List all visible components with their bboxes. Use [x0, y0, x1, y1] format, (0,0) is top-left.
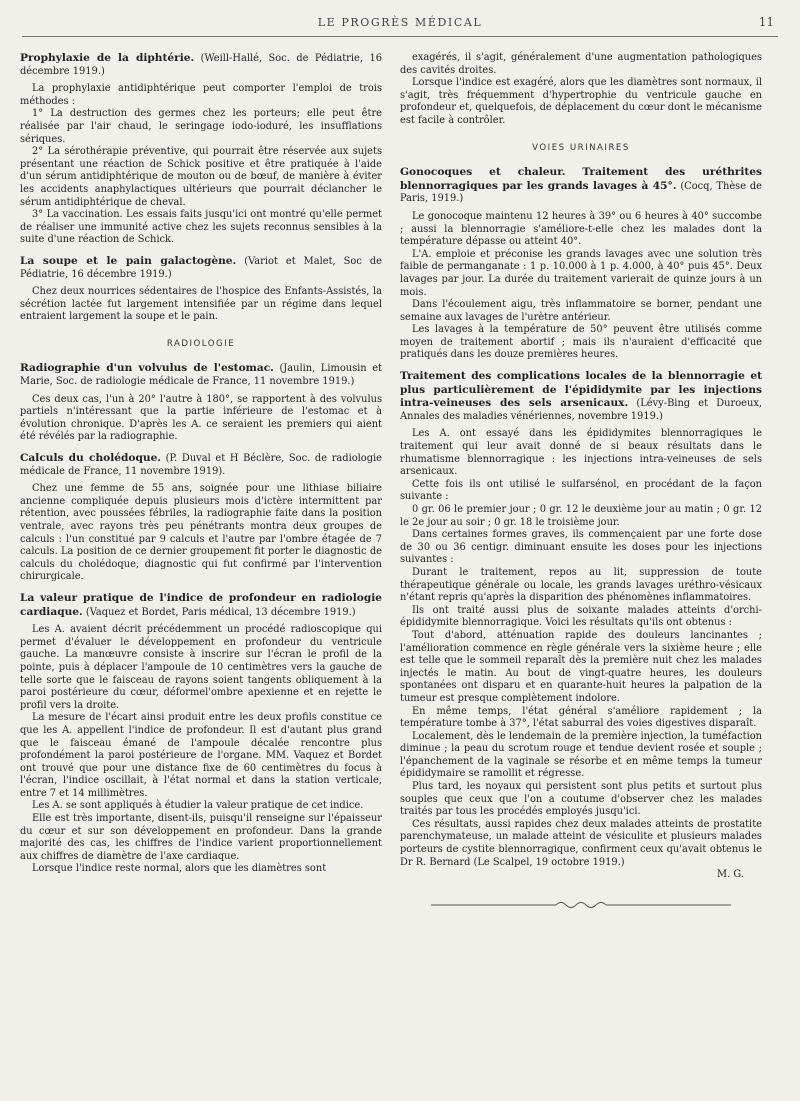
paragraph: L'A. emploie et préconise les grands lavages avec une solution très faible de permanganate : 1 p. 10.000 à 1 p. 4.000, à 40° puis 45°. Deux lavages par jour. La durée du traitement varierait de quinze jours à un mois.: [400, 248, 762, 298]
paragraph: Les lavages à la température de 50° peuvent être utilisés comme moyen de traitement abortif ; mais ils n'auraient d'efficacité que pratiqués dans les douze premières heures.: [400, 324, 762, 361]
paragraph: Ces deux cas, l'un à 20° l'autre à 180°, se rapportent à des volvulus partiels n'intéressant que la partie inférieure de l'estomac et à évolution chronique. D'après les A. ce seraient les premiers qui aient été révélés par la radiographie.: [20, 393, 382, 443]
article-heading: [20, 362, 382, 388]
article-heading: [400, 166, 762, 206]
paragraph: Durant le traitement, repos au lit, suppression de toute thérapeutique générale ou locale, les grands lavages uréthro-vésicaux n'étant repris qu'après la disparition des phénomènes inflammatoires.: [400, 566, 762, 604]
end-rule-ornament: [431, 900, 731, 910]
paragraph: Ces résultats, aussi rapides chez deux malades atteints de prostatite parenchymateuse, un malade atteint de vésiculite et plusieurs malades porteurs de cystite blennorragique, confirment ceux qu'avait obtenus le Dr R. Bernard (Le Scalpel, 19 octobre 1919.): [400, 818, 762, 868]
paragraph: Dans certaines formes graves, ils commençaient par une forte dose de 30 ou 36 centigr. diminuant ensuite les doses pour les injections suivantes :: [400, 529, 762, 566]
article-continuation: [400, 52, 762, 128]
paragraph: Chez une femme de 55 ans, soignée pour une lithiase biliaire ancienne compliquée depuis plusieurs mois d'ictère intermittent par rétention, avec poussées fébriles, la radiographie faite dans la position ventrale, avec rayons très peu pénétrants montra deux groupes de calculs : l'un constitué par 9 calculs et l'autre par l'ombre étagée de 7 calculs. La position de ce dernier groupement fit porter le diagnostic de calculs du cholédoque, diagnostic qui fut confirmé par l'intervention chirurgicale.: [20, 483, 382, 583]
article-title: Radiographie d'un volvulus de l'estomac.: [20, 362, 274, 375]
article: [20, 52, 382, 247]
paragraph: Lorsque l'indice reste normal, alors que les diamètres sont: [32, 863, 327, 875]
paragraph: En même temps, l'état général s'améliore rapidement ; la température tombe à 37°, l'état saburral des voies digestives disparaît.: [400, 705, 762, 730]
paragraph: Dans l'écoulement aigu, très inflammatoire se borner, pendant une semaine aux lavages de l'urètre antérieur.: [400, 299, 762, 323]
article-title: Prophylaxie de la diphtérie.: [20, 52, 195, 64]
paragraph: Cette fois ils ont utilisé le sulfarsénol, en procédant de la façon suivante :: [400, 478, 762, 503]
paragraph: Tout d'abord, atténuation rapide des douleurs lancinantes ; l'amélioration commence en règle générale vers la sixième heure ; elle est telle que le sommeil reparaît dès la première nuit chez les malades injectés le matin. Au bout de vingt-quatre heures, les douleurs spontanées ont disparu et en quarante-huit heures la palpation de la tumeur est presque complètement indolore.: [400, 629, 762, 704]
article-citation: (Vaquez et Bordet, Paris médical, 13 décembre 1919.): [85, 606, 356, 618]
paragraph: 0 gr. 06 le premier jour ; 0 gr. 12 le deuxième jour au matin ; 0 gr. 12 le 2e jour au soir ; 0 gr. 18 le troisième jour.: [400, 504, 762, 528]
article: [20, 452, 382, 584]
paragraph: Lorsque l'indice est exagéré, alors que les diamètres sont normaux, il s'agit, très fréquemment d'hypertrophie du ventricule gauche en profondeur et, quelquefois, de déplacement du cœur dont le mécanisme est facile à contrôler.: [400, 77, 762, 126]
article-heading: [400, 370, 762, 423]
article: [400, 370, 762, 910]
paragraph: 1° La destruction des germes chez les porteurs; elle peut être réalisée par l'air chaud, le seringage iodo-ioduré, les insufflations sériques.: [20, 108, 382, 145]
article: [20, 592, 382, 876]
article-citation: (Weill-Hallé, Soc. de Pédiatrie, 16 décembre 1919.): [20, 53, 382, 77]
article-heading: [20, 52, 382, 78]
article-heading: [20, 592, 382, 619]
paragraph: Les A. avaient décrit précédemment un procédé radioscopique qui permet d'évaluer le développement en profondeur du ventricule gauche. La manœuvre consiste à inscrire sur l'écran le profil de la pointe, puis à déplacer l'ampoule de 10 centimètres vers la gauche de telle sorte que le faisceau de rayons soient tangents obliquement à la paroi postérieure du cœur, déformel'ombre apexienne et en rejette le profil vers la droite.: [20, 624, 382, 711]
page-header: [22, 14, 778, 37]
article: [20, 255, 382, 324]
paragraph: Elle est très importante, disent-ils, puisqu'il renseigne sur l'épaisseur du cœur et sur son développement en profondeur. Dans la grande majorité des cas, les chiffres de l'indice varient proportionnellement aux chiffres de diamètre de l'axe cardiaque.: [20, 813, 382, 862]
section-heading: RADIOLOGIE: [166, 338, 236, 349]
article-title: Gonocoques et chaleur. Traitement des uréthrites blennorragiques par les grands lavages à 45°.: [400, 166, 762, 192]
paragraph: Chez deux nourrices sédentaires de l'hospice des Enfants-Assistés, la sécrétion lactée fut largement intensifiée par un régime dans lequel entraient largement la soupe et le pain.: [20, 286, 382, 323]
paragraph: Plus tard, les noyaux qui persistent sont plus petits et surtout plus souples que ceux que l'on a coutume d'observer chez les malades traités par tous les procédés employés jusqu'ici.: [400, 781, 762, 818]
article-title: La soupe et le pain galactogène.: [20, 254, 237, 267]
paragraph: La prophylaxie antidiphtérique peut comporter l'emploi de trois méthodes :: [20, 83, 382, 107]
paragraph: Localement, dès le lendemain de la première injection, la tuméfaction diminue ; la peau du scrotum rouge et tendue devient rosée et souple ; l'épanchement de la vaginale se résorbe et en même temps la tumeur épididymaire se ramollit et régresse.: [400, 730, 762, 780]
paragraph: Les A. ont essayé dans les épididymites blennorragiques le traitement qui leur avait donné de si beaux résultats dans le rhumatisme blennorragique : les injections intra-veineuses de sels arsenicaux.: [400, 428, 762, 478]
page-number: 11: [758, 15, 774, 29]
article-title: Calculs du cholédoque.: [20, 452, 161, 465]
journal-title: LE PROGRÈS MÉDICAL: [317, 16, 483, 29]
paragraph: Les A. se sont appliqués à étudier la valeur pratique de cet indice.: [32, 800, 364, 812]
article-citation: (Lévy-Bing et Duroeux, Annales des maladies vénériennes, novembre 1919.): [400, 398, 762, 422]
article-citation: (Cocq, Thèse de Paris, 1919.): [400, 180, 762, 205]
right-column: [400, 52, 762, 918]
article-title: La valeur pratique de l'indice de profondeur en radiologie cardiaque.: [20, 591, 382, 618]
signature: M. G.: [717, 869, 744, 881]
paragraph: 3° La vaccination. Les essais faits jusqu'ici ont montré qu'elle permet de réaliser une immunité active chez les sujets reconnus sensibles à la suite d'une réaction de Schick.: [20, 209, 382, 246]
paragraph: 2° La sérothérapie préventive, qui pourrait être réservée aux sujets présentant une réaction de Schick positive et être pratiquée à l'aide d'un sérum antidiphtérique de mouton ou de bœuf, de manière à éviter les accidents anaphylactiques ultérieurs que pourrait déclancher le sérum antidiphtérique de cheval.: [20, 146, 382, 208]
article-heading: [20, 452, 382, 478]
article-citation: (Variot et Malet, Soc de Pédiatrie, 16 décembre 1919.): [20, 255, 382, 280]
article-citation: (P. Duval et H Béclère, Soc. de radiologie médicale de France, 11 novembre 1919).: [20, 453, 382, 477]
rule-flourish: [556, 902, 606, 907]
paragraph: Ils ont traité aussi plus de soixante malades atteints d'orchi-épididymite blennorragique. Voici les résultats qu'ils ont obtenus :: [400, 604, 762, 629]
paragraph: La mesure de l'écart ainsi produit entre les deux profils constitue ce que les A. appellent l'indice de profondeur. Il est d'autant plus grand que le faisceau émané de l'ampoule décalée rencontre plus profondément la paroi postérieure de l'organe. MM. Vaquez et Bordet ont trouvé que pour une distance fixe de 60 centimètres du focus à l'écran, l'indice oscillait, à l'état normal et dans la station verticale, entre 7 et 14 millimètres.: [20, 712, 382, 799]
paragraph: exagérés, il s'agit, généralement d'une augmentation pathologiques des cavités droites.: [400, 52, 762, 76]
article-citation: (Jaulin, Limousin et Marie, Soc. de radiologie médicale de France, 11 novembre 1919.): [20, 363, 382, 388]
left-column: [20, 52, 382, 884]
paragraph: Le gonocoque maintenu 12 heures à 39° ou 6 heures à 40° succombe ; aussi la blennorragie s'améliore-t-elle chez les malades dont la température dépasse ou atteint 40°.: [400, 210, 762, 248]
article: [400, 166, 762, 362]
article-heading: [20, 255, 382, 281]
article-title: Traitement des complications locales de la blennorragie et plus particulièrement de l'épididymite par les injections intra-veineuses des sels arsenicaux.: [400, 370, 762, 410]
section-heading: VOIES URINAIRES: [532, 142, 630, 153]
article: [20, 362, 382, 444]
